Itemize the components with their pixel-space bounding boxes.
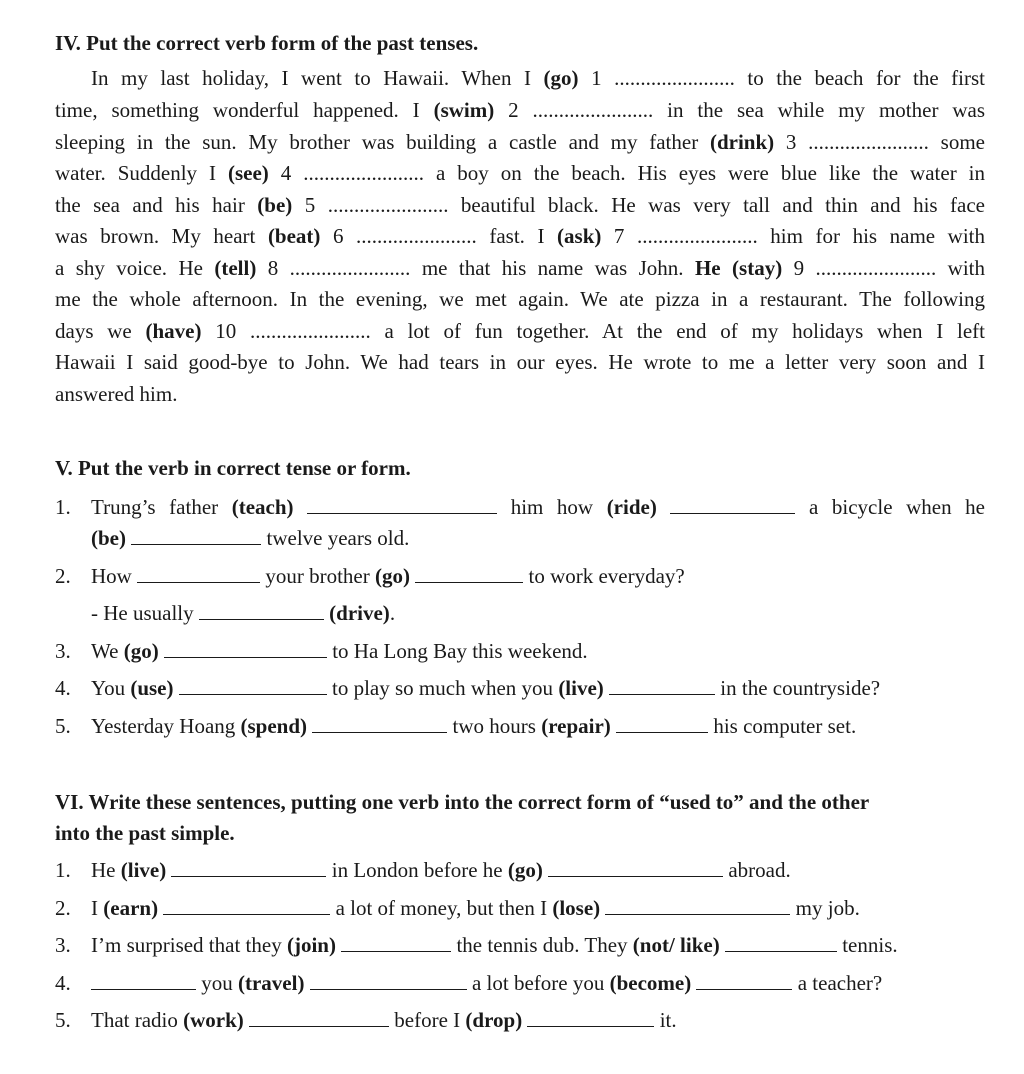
text-run: before I <box>389 1008 466 1032</box>
answer-blank-dotted[interactable]: ....................... <box>327 193 449 217</box>
text-run: You <box>91 676 131 700</box>
verb-cue: (go) <box>543 66 579 90</box>
text-run: . <box>389 601 396 625</box>
text-run: in the sea while my mother was <box>653 98 985 122</box>
passage-line <box>55 190 985 222</box>
text-run: answered him. <box>55 382 178 406</box>
verb-cue: (be) <box>257 193 293 217</box>
exercise-line <box>91 855 791 887</box>
text-run: in the countryside? <box>715 676 881 700</box>
passage-line <box>55 221 985 253</box>
text-run: tennis. <box>836 933 898 957</box>
text-run: 10 <box>201 319 251 343</box>
exercise-line <box>91 893 860 925</box>
text-run: fast. I <box>476 224 558 248</box>
answer-blank[interactable] <box>307 495 497 514</box>
passage-line <box>91 63 985 95</box>
exercise-line <box>91 492 985 524</box>
answer-blank-dotted[interactable]: ....................... <box>356 224 477 248</box>
exercise-line <box>91 930 898 962</box>
answer-blank[interactable] <box>131 526 261 545</box>
item-number: 2. <box>55 896 71 920</box>
text-run: a shy voice. He <box>55 256 215 280</box>
answer-blank[interactable] <box>415 564 523 583</box>
answer-blank[interactable] <box>696 971 792 990</box>
text-run: That radio <box>91 1008 184 1032</box>
exercise-line <box>91 598 395 630</box>
text-run: me the whole afternoon. In the evening, we met again. We ate pizza in a restaurant. The following <box>55 287 985 311</box>
verb-cue: (earn) <box>103 896 159 920</box>
answer-blank-dotted[interactable]: ....................... <box>808 130 929 154</box>
exercise-line <box>91 636 588 668</box>
text-run: a lot of money, but then I <box>330 896 553 920</box>
item-number: 5. <box>55 1008 71 1032</box>
item-number: 3. <box>55 639 71 663</box>
text-run: I <box>91 896 104 920</box>
text-run: to Ha Long Bay this weekend. <box>326 639 588 663</box>
verb-cue: (ask) <box>557 224 602 248</box>
answer-blank[interactable] <box>725 933 837 952</box>
text-run: his computer set. <box>708 714 857 738</box>
answer-blank-dotted[interactable]: ....................... <box>815 256 937 280</box>
answer-blank[interactable] <box>137 564 260 583</box>
passage-line <box>55 379 985 411</box>
verb-cue: (ride) <box>606 495 657 519</box>
item-number: 1. <box>55 495 71 519</box>
verb-cue: (swim) <box>433 98 495 122</box>
verb-cue: (live) <box>120 858 167 882</box>
exercise-line <box>91 523 409 555</box>
text-run: a lot of fun together. At the end of my holidays when I left <box>370 319 986 343</box>
text-run: to the beach for the first <box>734 66 985 90</box>
section5-heading: V. Put the verb in correct tense or form. <box>55 456 411 480</box>
text-run: abroad. <box>723 858 791 882</box>
text-run: a boy on the beach. His eyes were blue like the water in <box>424 161 986 185</box>
text-run: a bicycle when he <box>795 495 985 519</box>
text-run: two hours <box>447 714 542 738</box>
answer-blank-dotted[interactable]: ....................... <box>289 256 411 280</box>
answer-blank[interactable] <box>310 971 467 990</box>
text-run: 7 <box>601 224 637 248</box>
answer-blank[interactable] <box>171 858 326 877</box>
answer-blank[interactable] <box>179 676 327 695</box>
text-run: a teacher? <box>792 971 883 995</box>
text-run <box>657 495 671 519</box>
passage-line <box>55 95 985 127</box>
text-run: the sea and his hair <box>55 193 258 217</box>
verb-cue: (go) <box>123 639 159 663</box>
text-run: In my last holiday, I went to Hawaii. When I <box>91 66 544 90</box>
verb-cue: (go) <box>374 564 410 588</box>
text-run: 2 <box>494 98 533 122</box>
verb-cue: (be) <box>91 526 126 550</box>
item-number: 3. <box>55 933 71 957</box>
verb-cue: (have) <box>145 319 202 343</box>
answer-blank[interactable] <box>312 714 447 733</box>
item-number: 1. <box>55 858 71 882</box>
text-run: my job. <box>790 896 860 920</box>
text-run: some <box>928 130 985 154</box>
text-run: How <box>91 564 138 588</box>
verb-cue: (drink) <box>709 130 775 154</box>
answer-blank-dotted[interactable]: ....................... <box>250 319 371 343</box>
passage-line <box>55 253 985 285</box>
text-run: water. Suddenly I <box>55 161 228 185</box>
answer-blank[interactable] <box>199 601 324 620</box>
item-number: 2. <box>55 564 71 588</box>
answer-blank-dotted[interactable]: ....................... <box>614 66 735 90</box>
text-run: 4 <box>268 161 304 185</box>
section6-heading-line-2: into the past simple. <box>55 821 235 845</box>
answer-blank[interactable] <box>163 896 330 915</box>
item-number: 4. <box>55 676 71 700</box>
text-run: your brother <box>260 564 375 588</box>
text-run: twelve years old. <box>261 526 410 550</box>
text-run: 9 <box>782 256 816 280</box>
verb-cue: (become) <box>609 971 692 995</box>
text-run: with <box>936 256 986 280</box>
verb-cue: (see) <box>228 161 269 185</box>
answer-blank[interactable] <box>616 714 708 733</box>
text-run: him for his name with <box>757 224 986 248</box>
verb-cue: (lose) <box>552 896 601 920</box>
verb-cue: (teach) <box>231 495 294 519</box>
exercise-line <box>91 968 882 1000</box>
item-number: 4. <box>55 971 71 995</box>
answer-blank[interactable] <box>91 971 196 990</box>
text-run: it. <box>654 1008 677 1032</box>
text-run: a lot before you <box>466 971 610 995</box>
verb-cue: (go) <box>507 858 543 882</box>
text-run: Trung’s father <box>91 495 232 519</box>
passage-line <box>55 347 985 379</box>
passage-line <box>55 316 985 348</box>
text-run: I’m surprised that they <box>91 933 287 957</box>
verb-cue: (tell) <box>214 256 257 280</box>
text-run: - He usually <box>91 601 199 625</box>
text-run: He <box>91 858 121 882</box>
answer-blank-dotted[interactable]: ....................... <box>532 98 654 122</box>
answer-blank-dotted[interactable]: ....................... <box>303 161 425 185</box>
text-run: 6 <box>320 224 357 248</box>
text-run <box>294 495 308 519</box>
text-run: the tennis dub. They <box>451 933 633 957</box>
answer-blank-dotted[interactable]: ....................... <box>637 224 758 248</box>
answer-blank[interactable] <box>670 495 795 514</box>
text-run: him how <box>497 495 607 519</box>
text-run: 5 <box>292 193 328 217</box>
verb-cue: (live) <box>558 676 604 700</box>
item-number: 5. <box>55 714 71 738</box>
section6-heading-line-1: VI. Write these sentences, putting one verb into the correct form of “used to” and the other <box>55 790 870 814</box>
verb-cue: (use) <box>130 676 174 700</box>
answer-blank[interactable] <box>548 858 723 877</box>
answer-blank[interactable] <box>527 1008 654 1027</box>
verb-cue: (beat) <box>267 224 321 248</box>
answer-blank[interactable] <box>609 676 715 695</box>
verb-cue: (not/ like) <box>632 933 720 957</box>
text-run: 3 <box>774 130 809 154</box>
text-run: in London before he <box>326 858 508 882</box>
exercise-line <box>91 673 880 705</box>
exercise-line <box>91 711 856 743</box>
text-run: 1 <box>578 66 615 90</box>
text-run: We <box>91 639 124 663</box>
passage-line <box>55 127 985 159</box>
text-run: Yesterday Hoang <box>91 714 241 738</box>
text-run: was brown. My heart <box>55 224 268 248</box>
answer-blank[interactable] <box>605 896 790 915</box>
verb-cue: (repair) <box>541 714 611 738</box>
verb-cue: He (stay) <box>694 256 783 280</box>
text-run: sleeping in the sun. My brother was building a castle and my father <box>55 130 710 154</box>
text-run: to play so much when you <box>326 676 559 700</box>
verb-cue: (spend) <box>240 714 308 738</box>
verb-cue: (travel) <box>238 971 305 995</box>
text-run: me that his name was John. <box>410 256 695 280</box>
verb-cue: (work) <box>183 1008 244 1032</box>
text-run: 8 <box>256 256 290 280</box>
verb-cue: (drop) <box>465 1008 523 1032</box>
exercise-line <box>91 561 685 593</box>
text-run: Hawaii I said good-bye to John. We had tears in our eyes. He wrote to me a letter very soon and I <box>55 350 985 374</box>
text-run: days we <box>55 319 146 343</box>
section4-heading: IV. Put the correct verb form of the past tenses. <box>55 31 479 55</box>
verb-cue: (join) <box>286 933 336 957</box>
text-run: time, something wonderful happened. I <box>55 98 434 122</box>
answer-blank[interactable] <box>164 639 327 658</box>
passage-line <box>55 284 985 316</box>
text-run: to work everyday? <box>523 564 685 588</box>
text-run: beautiful black. He was very tall and thin and his face <box>448 193 986 217</box>
passage-line <box>55 158 985 190</box>
text-run: you <box>196 971 238 995</box>
verb-cue: (drive) <box>329 601 390 625</box>
answer-blank[interactable] <box>249 1008 389 1027</box>
exercise-line <box>91 1005 677 1037</box>
answer-blank[interactable] <box>341 933 451 952</box>
